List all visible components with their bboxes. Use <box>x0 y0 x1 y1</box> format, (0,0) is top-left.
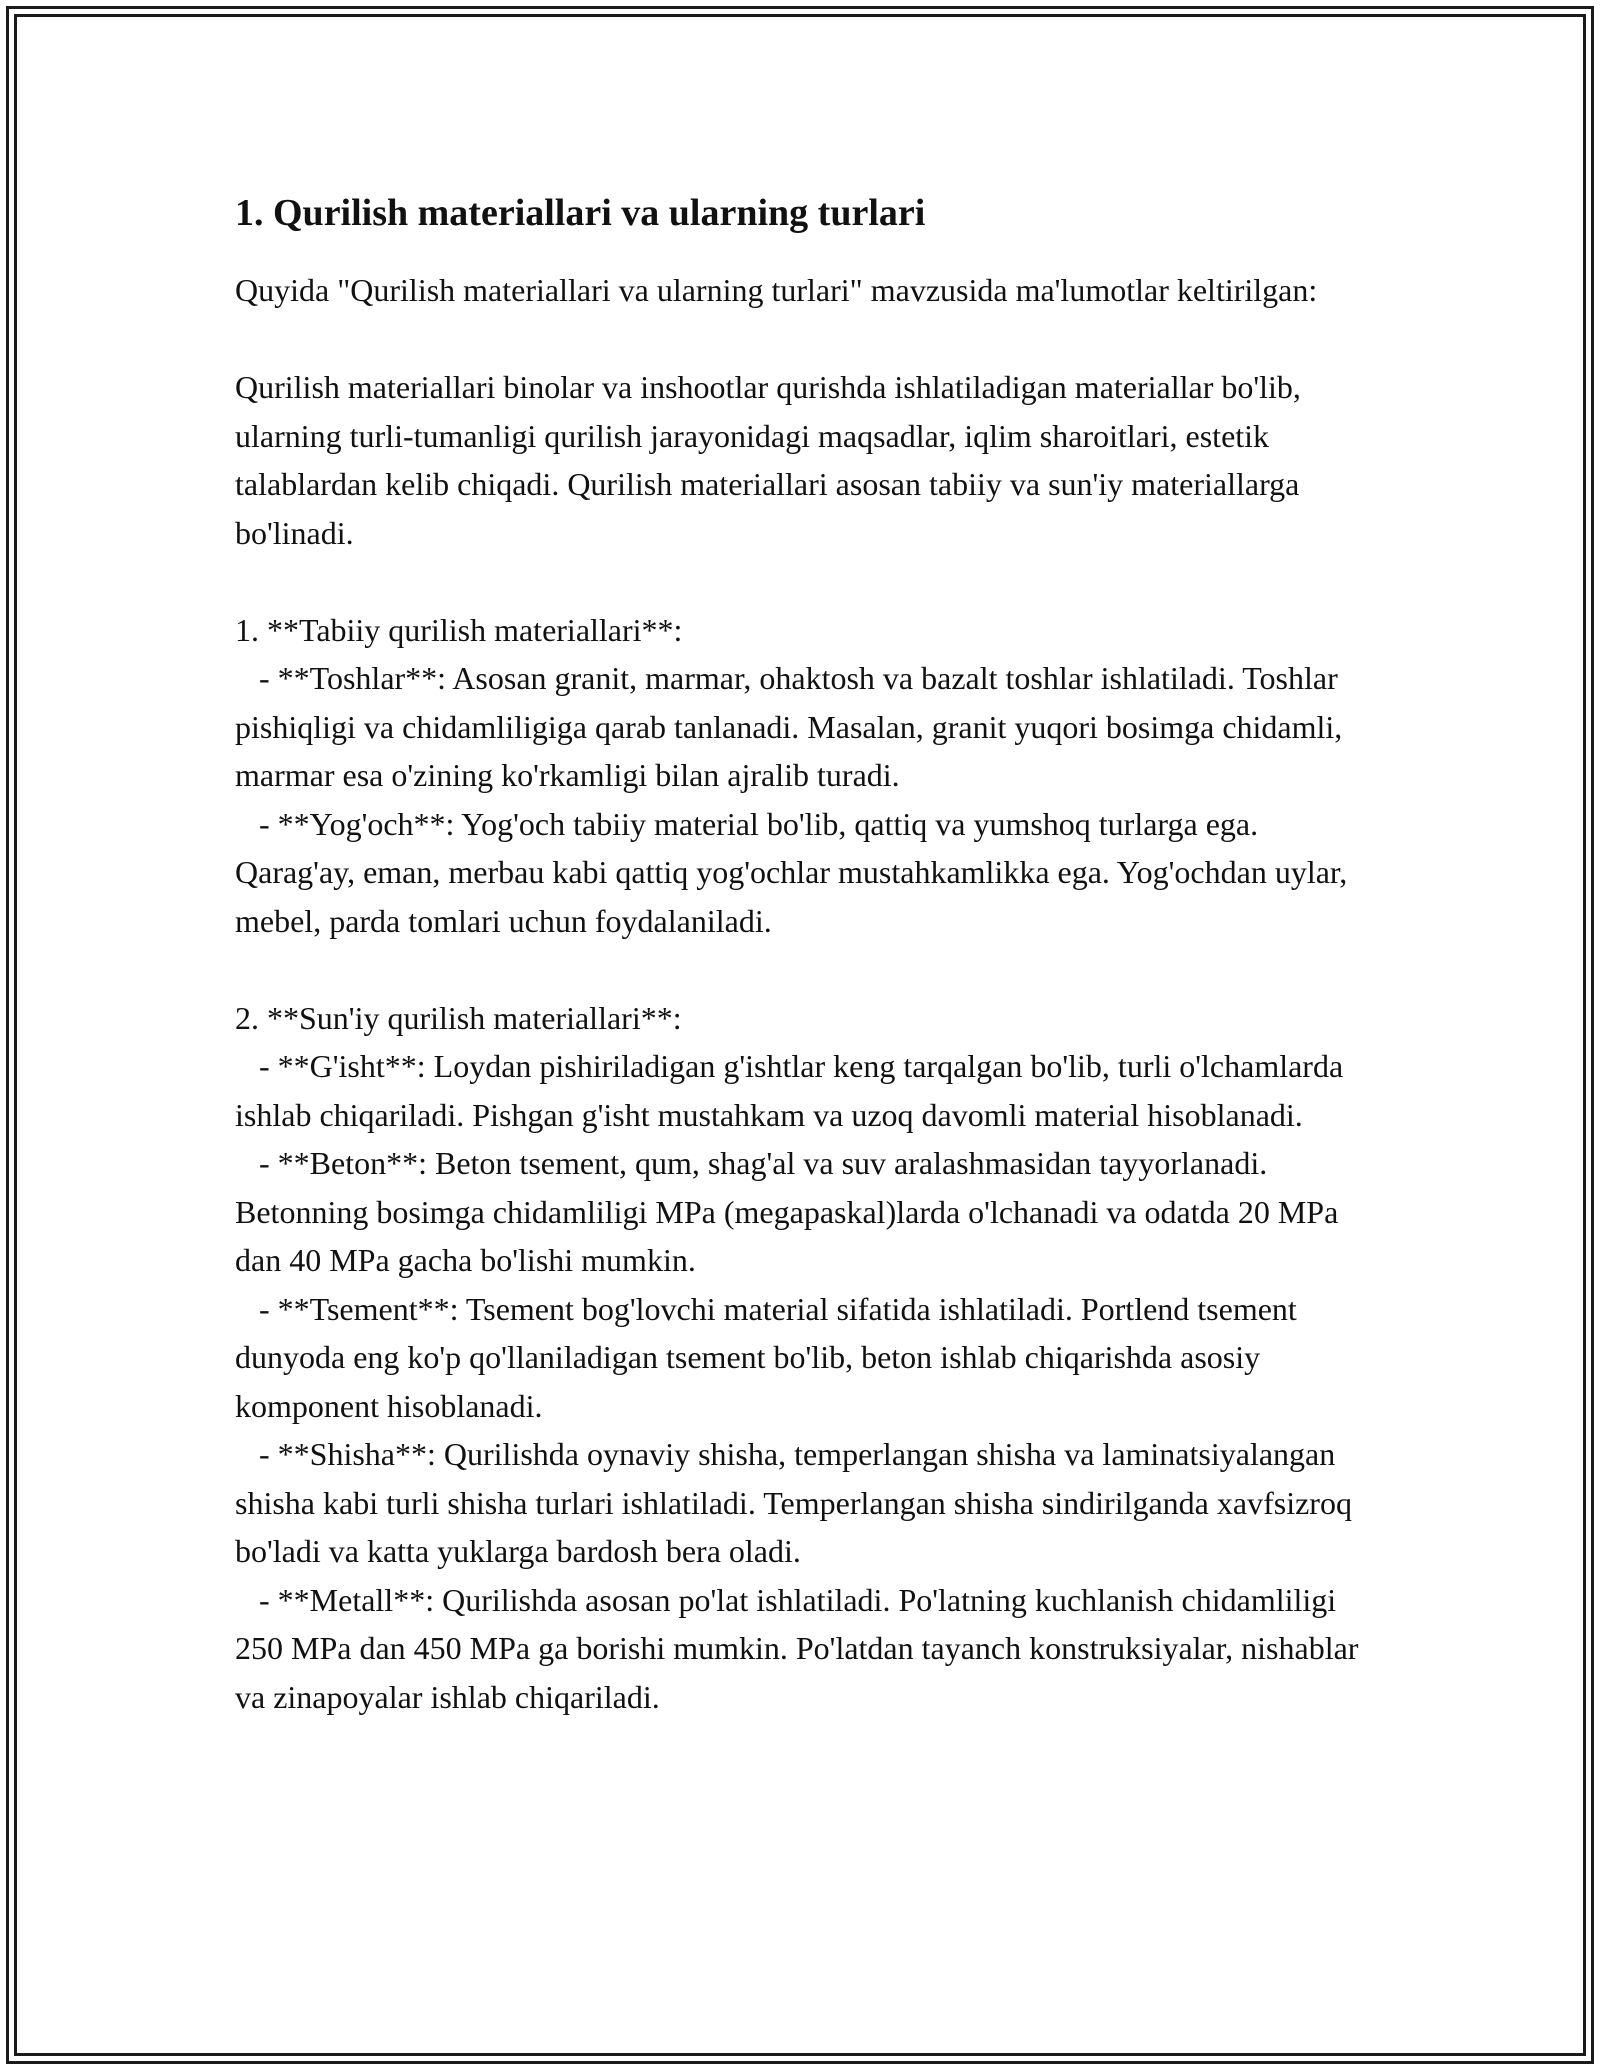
section-artificial-materials <box>235 994 1365 1722</box>
list-item-brick: - **G'isht**: Loydan pishiriladigan g'ishtlar keng tarqalgan bo'lib, turli o'lchamlarda ishlab chiqariladi. Pishgan g'isht mustahkam va uzoq davomli material hisoblanadi. <box>235 1048 1352 1133</box>
section-heading: 2. **Sun'iy qurilish materiallari**: <box>235 999 682 1036</box>
paragraph-gap <box>235 557 1365 606</box>
section-natural-materials <box>235 606 1365 946</box>
paragraph-gap <box>235 315 1365 364</box>
list-item-concrete: - **Beton**: Beton tsement, qum, shag'al va suv aralashmasidan tayyorlanadi. Betonning bosimga chidamliligi MPa (megapaskal)larda o'lchanadi va odatda 20 MPa dan 40 MPa gacha bo'lishi mumkin. <box>235 1145 1347 1278</box>
list-item-glass: - **Shisha**: Qurilishda oynaviy shisha, temperlangan shisha va laminatsiyalangan shisha kabi turli shisha turlari ishlatiladi. Temperlangan shisha sindirilganda xavfsizroq bo'ladi va katta yuklarga bardosh bera oladi. <box>235 1436 1360 1569</box>
section-heading: 1. **Tabiiy qurilish materiallari**: <box>235 611 683 648</box>
list-item-cement: - **Tsement**: Tsement bog'lovchi material sifatida ishlatiladi. Portlend tsement dunyoda eng ko'p qo'llaniladigan tsement bo'lib, beton ishlab chiqarishda asosiy komponent hisoblanadi. <box>235 1290 1305 1424</box>
list-item-metal: - **Metall**: Qurilishda asosan po'lat ishlatiladi. Po'latning kuchlanish chidamliligi 250 MPa dan 450 MPa ga borishi mumkin. Po'latdan tayanch konstruksiyalar, nishablar va zinapoyalar ishlab chiqariladi. <box>235 1581 1367 1715</box>
list-item-wood: - **Yog'och**: Yog'och tabiiy material bo'lib, qattiq va yumshoq turlarga ega. Qarag'ay, eman, merbau kabi qattiq yog'ochlar mustahkamlikka ega. Yog'ochdan uylar, mebel, parda tomlari uchun foydalaniladi. <box>235 805 1356 939</box>
paragraph-gap <box>235 945 1365 994</box>
intro-paragraph: Quyida "Qurilish materiallari va ularning turlari" mavzusida ma'lumotlar keltirilgan: <box>235 272 1318 308</box>
document-body <box>235 188 1365 1721</box>
overview-paragraph: Qurilish materiallari binolar va inshootlar qurishda ishlatiladigan materiallar bo'lib, ularning turli-tumanligi qurilish jarayonidagi maqsadlar, iqlim sharoitlari, estetik talablardan kelib chiqadi. Qurilish materiallari asosan tabiiy va sun'iy materiallarga bo'linadi. <box>235 369 1309 551</box>
list-item-stones: - **Toshlar**: Asosan granit, marmar, ohaktosh va bazalt toshlar ishlatiladi. Toshlar pishiqligi va chidamliligiga qarab tanlanadi. Masalan, granit yuqori bosimga chidamli, marmar esa o'zining ko'rkamligi bilan ajralib turadi. <box>235 660 1351 793</box>
document-title: 1. Qurilish materiallari va ularning turlari <box>235 192 926 234</box>
